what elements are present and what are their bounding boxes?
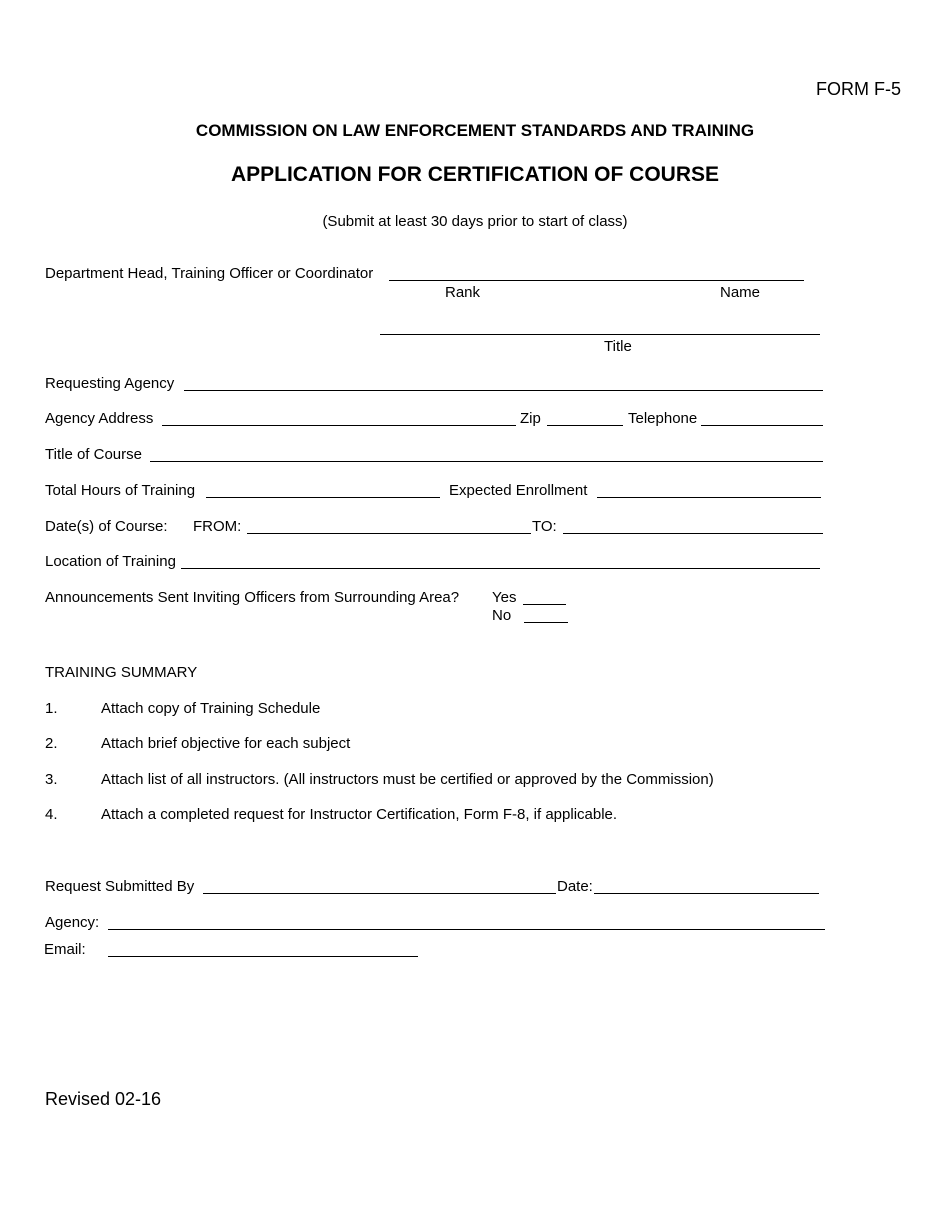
submitted-by-field[interactable] [203,893,556,894]
course-title-field[interactable] [150,461,823,462]
location-label: Location of Training [45,553,176,570]
announcements-label: Announcements Sent Inviting Officers from Surrounding Area? [45,589,460,606]
yes-label: Yes [492,589,517,606]
agency-address-label: Agency Address [45,410,154,427]
name-caption: Name [720,284,761,301]
submission-note: (Submit at least 30 days prior to start of class) [322,213,628,230]
revision-date: Revised 02-16 [45,1089,162,1109]
form-id: FORM F-5 [816,79,901,99]
rank-caption: Rank [445,284,481,301]
yes-field[interactable] [523,604,566,605]
location-field[interactable] [181,568,820,569]
training-summary-heading: TRAINING SUMMARY [45,664,198,681]
summary-item-text: Attach brief objective for each subject [101,735,351,752]
expected-enrollment-field[interactable] [597,497,821,498]
dates-label: Date(s) of Course: [45,518,168,535]
telephone-label: Telephone [628,410,698,427]
summary-item-text: Attach copy of Training Schedule [101,700,321,717]
title-field[interactable] [380,334,820,335]
requesting-agency-field[interactable] [184,390,823,391]
zip-label: Zip [520,410,541,427]
email-field[interactable] [108,956,418,957]
summary-item-text: Attach a completed request for Instructor Certification, Form F-8, if applicable. [101,806,618,823]
summary-item-number: 3. [45,771,58,788]
date-field[interactable] [594,893,819,894]
agency-label: Agency: [45,914,100,931]
course-title-label: Title of Course [45,446,142,463]
zip-field[interactable] [547,425,623,426]
to-label: TO: [532,518,557,535]
summary-item-number: 4. [45,806,58,823]
summary-item-text: Attach list of all instructors. (All instructors must be certified or approved by the Commission) [101,771,714,788]
telephone-field[interactable] [701,425,823,426]
agency-address-field[interactable] [162,425,516,426]
dept-head-field[interactable] [389,280,804,281]
dept-head-label: Department Head, Training Officer or Coordinator [45,265,374,282]
to-date-field[interactable] [563,533,823,534]
page-title: APPLICATION FOR CERTIFICATION OF COURSE [230,163,720,186]
title-caption: Title [604,338,632,355]
agency-field[interactable] [108,929,825,930]
from-label: FROM: [193,518,242,535]
no-label: No [492,607,512,624]
organization-heading: COMMISSION ON LAW ENFORCEMENT STANDARDS AND TRAINING [195,121,755,140]
summary-item-number: 1. [45,700,58,717]
requesting-agency-label: Requesting Agency [45,375,175,392]
from-date-field[interactable] [247,533,531,534]
total-hours-label: Total Hours of Training [45,482,196,499]
email-label: Email: [44,941,86,958]
total-hours-field[interactable] [206,497,440,498]
submitted-by-label: Request Submitted By [45,878,195,895]
date-label: Date: [557,878,593,895]
summary-item-number: 2. [45,735,58,752]
no-field[interactable] [524,622,568,623]
expected-enrollment-label: Expected Enrollment [449,482,588,499]
